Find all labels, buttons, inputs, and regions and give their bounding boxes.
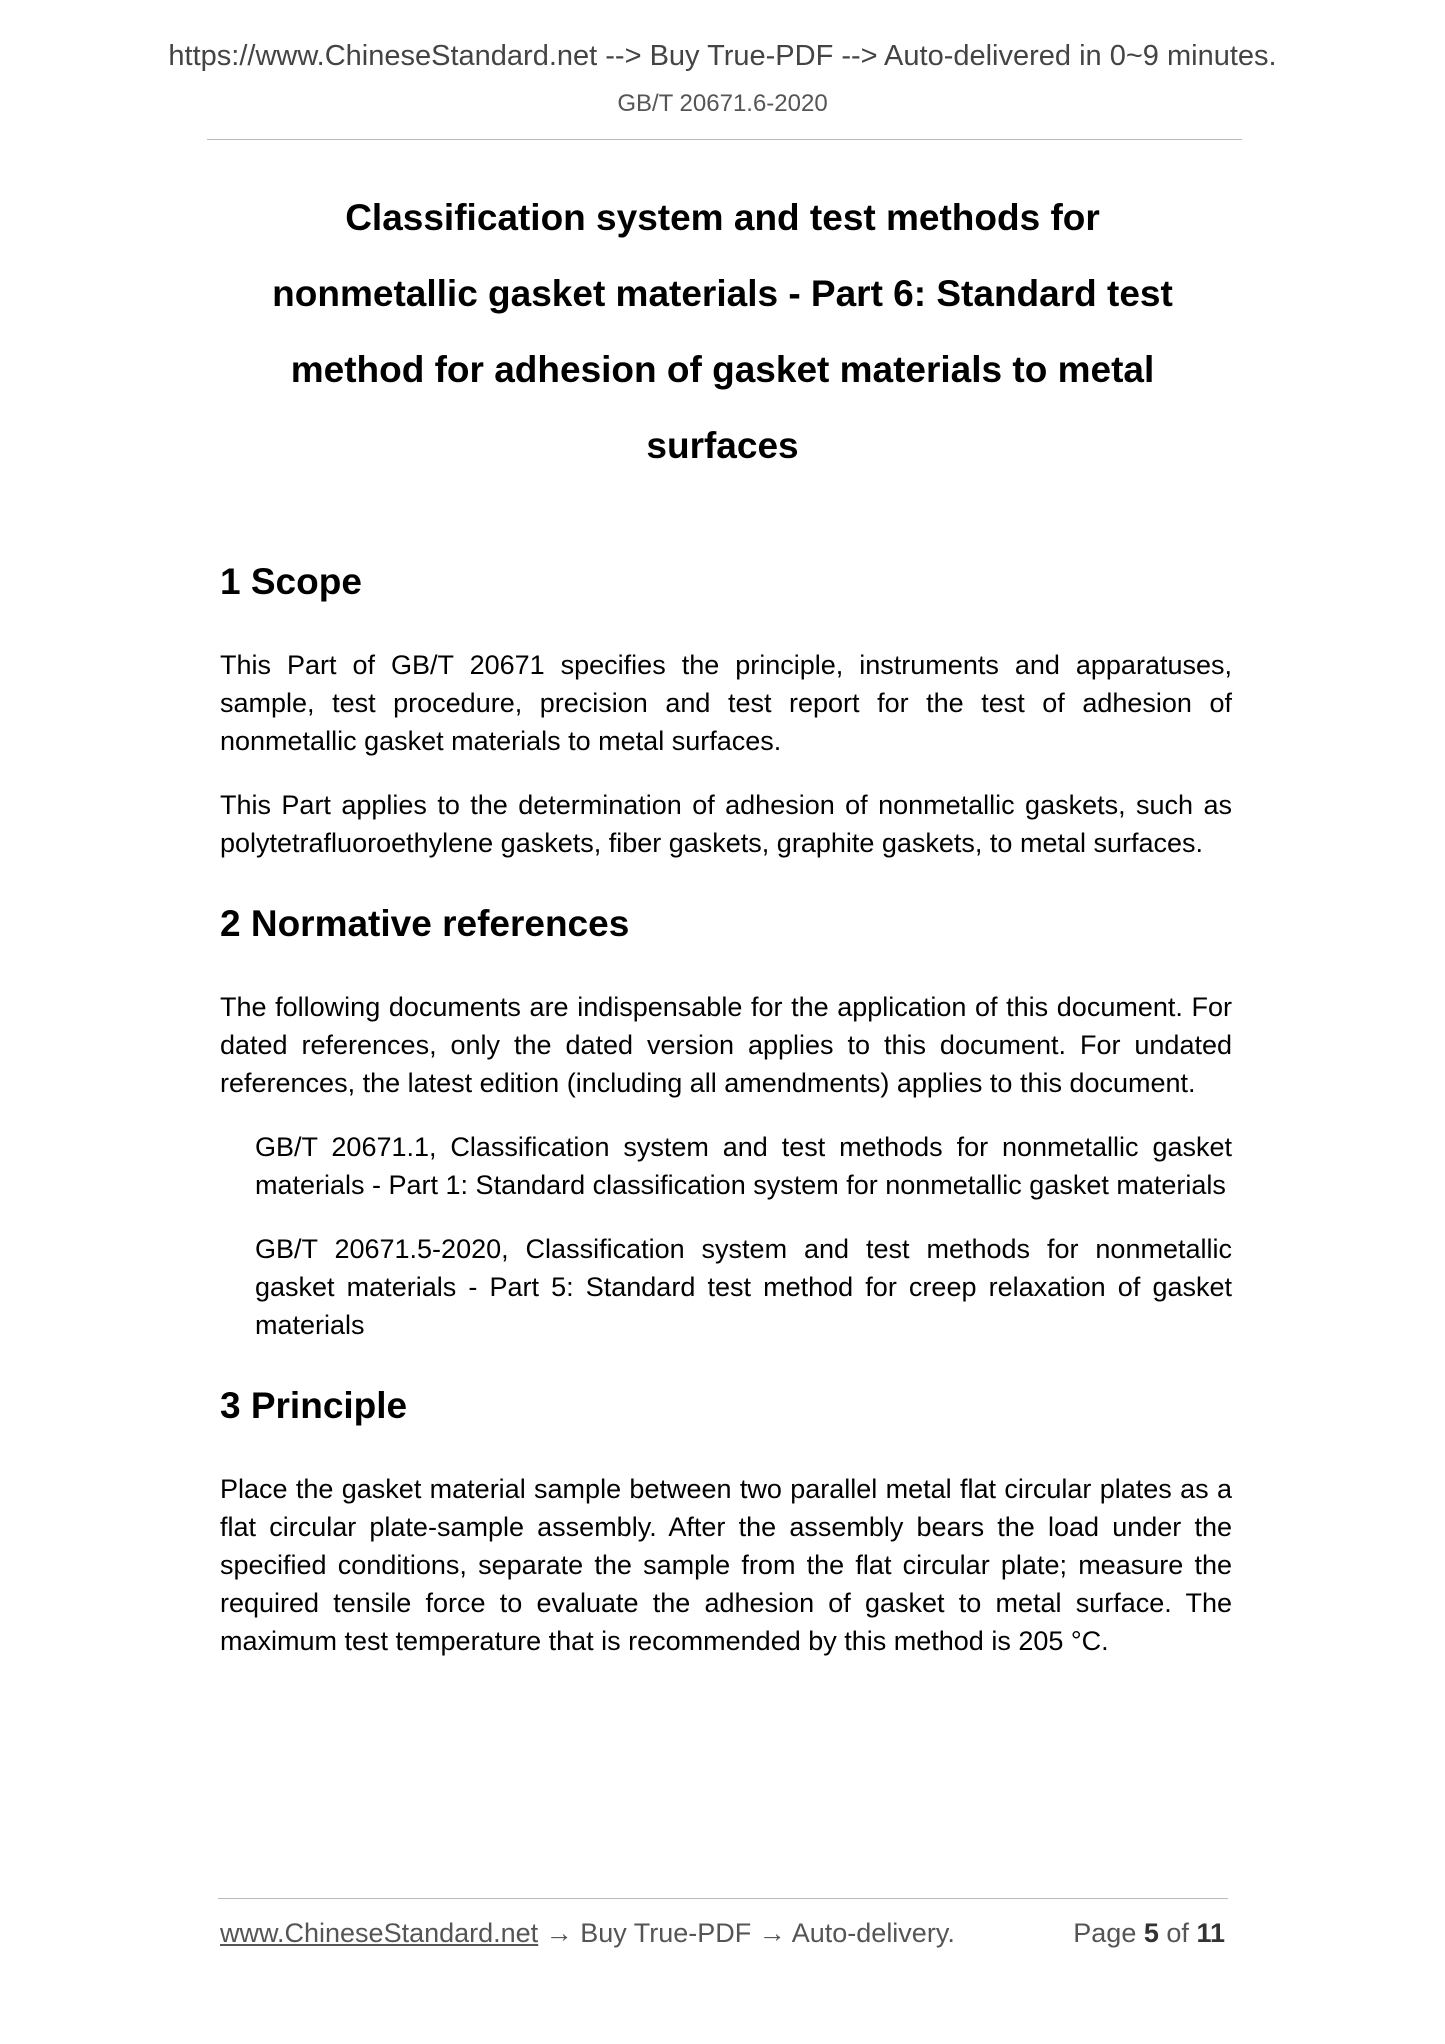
document-title bbox=[240, 180, 1205, 484]
of-label: of bbox=[1166, 1918, 1189, 1948]
section-heading-normative-references: 2 Normative references bbox=[220, 903, 630, 944]
page-total: 11 bbox=[1196, 1918, 1225, 1948]
section-heading-scope: 1 Scope bbox=[220, 561, 362, 602]
footer-website-link[interactable]: www.ChineseStandard.net bbox=[220, 1918, 539, 1948]
footer-divider bbox=[218, 1898, 1228, 1899]
title-line: Classification system and test methods for bbox=[345, 197, 1100, 238]
title-line: nonmetallic gasket materials - Part 6: Standard test bbox=[272, 273, 1173, 314]
document-body bbox=[220, 560, 1232, 1660]
title-line: method for adhesion of gasket materials to metal bbox=[290, 349, 1155, 390]
page-label: Page bbox=[1073, 1918, 1137, 1948]
normative-reference-item: GB/T 20671.5-2020, Classification system and test methods for nonmetallic gasket materials - Part 5: Standard test method for creep relaxation of gasket materials bbox=[255, 1234, 1232, 1340]
normative-reference-item: GB/T 20671.1, Classification system and test methods for nonmetallic gasket materials - Part 1: Standard classification system for nonmetallic gasket materials bbox=[255, 1132, 1232, 1200]
scope-paragraph-2: This Part applies to the determination of adhesion of nonmetallic gaskets, such as polytetrafluoroethylene gaskets, fiber gaskets, graphite gaskets, to metal surfaces. bbox=[220, 790, 1232, 858]
header-divider bbox=[207, 139, 1242, 140]
page-number bbox=[1073, 1918, 1225, 1949]
scope-paragraph-1: This Part of GB/T 20671 specifies the principle, instruments and apparatuses, sample, test procedure, precision and test report for the test of adhesion of nonmetallic gasket materials to metal surfaces. bbox=[220, 650, 1232, 756]
top-banner: https://www.ChineseStandard.net --> Buy True-PDF --> Auto-delivered in 0~9 minutes. bbox=[168, 40, 1277, 72]
page-current: 5 bbox=[1143, 1918, 1159, 1948]
normative-paragraph-1: The following documents are indispensable for the application of this document. For dated references, only the dated version applies to this document. For undated references, the latest edition (including all amendments) applies to this document. bbox=[220, 992, 1232, 1098]
footer-tagline: → Buy True-PDF → Auto-delivery. bbox=[538, 1918, 955, 1948]
standard-code: GB/T 20671.6-2020 bbox=[617, 90, 828, 117]
footer-left bbox=[220, 1918, 955, 1949]
section-heading-principle: 3 Principle bbox=[220, 1385, 408, 1426]
title-line: surfaces bbox=[646, 425, 799, 466]
principle-paragraph-1: Place the gasket material sample between two parallel metal flat circular plates as a flat circular plate-sample assembly. After the assembly bears the load under the specified conditions, separate the sample from the flat circular plate; measure the required tensile force to evaluate the adhesion of gasket to metal surface. The maximum test temperature that is recommended by this method is 205 °C. bbox=[220, 1474, 1232, 1656]
